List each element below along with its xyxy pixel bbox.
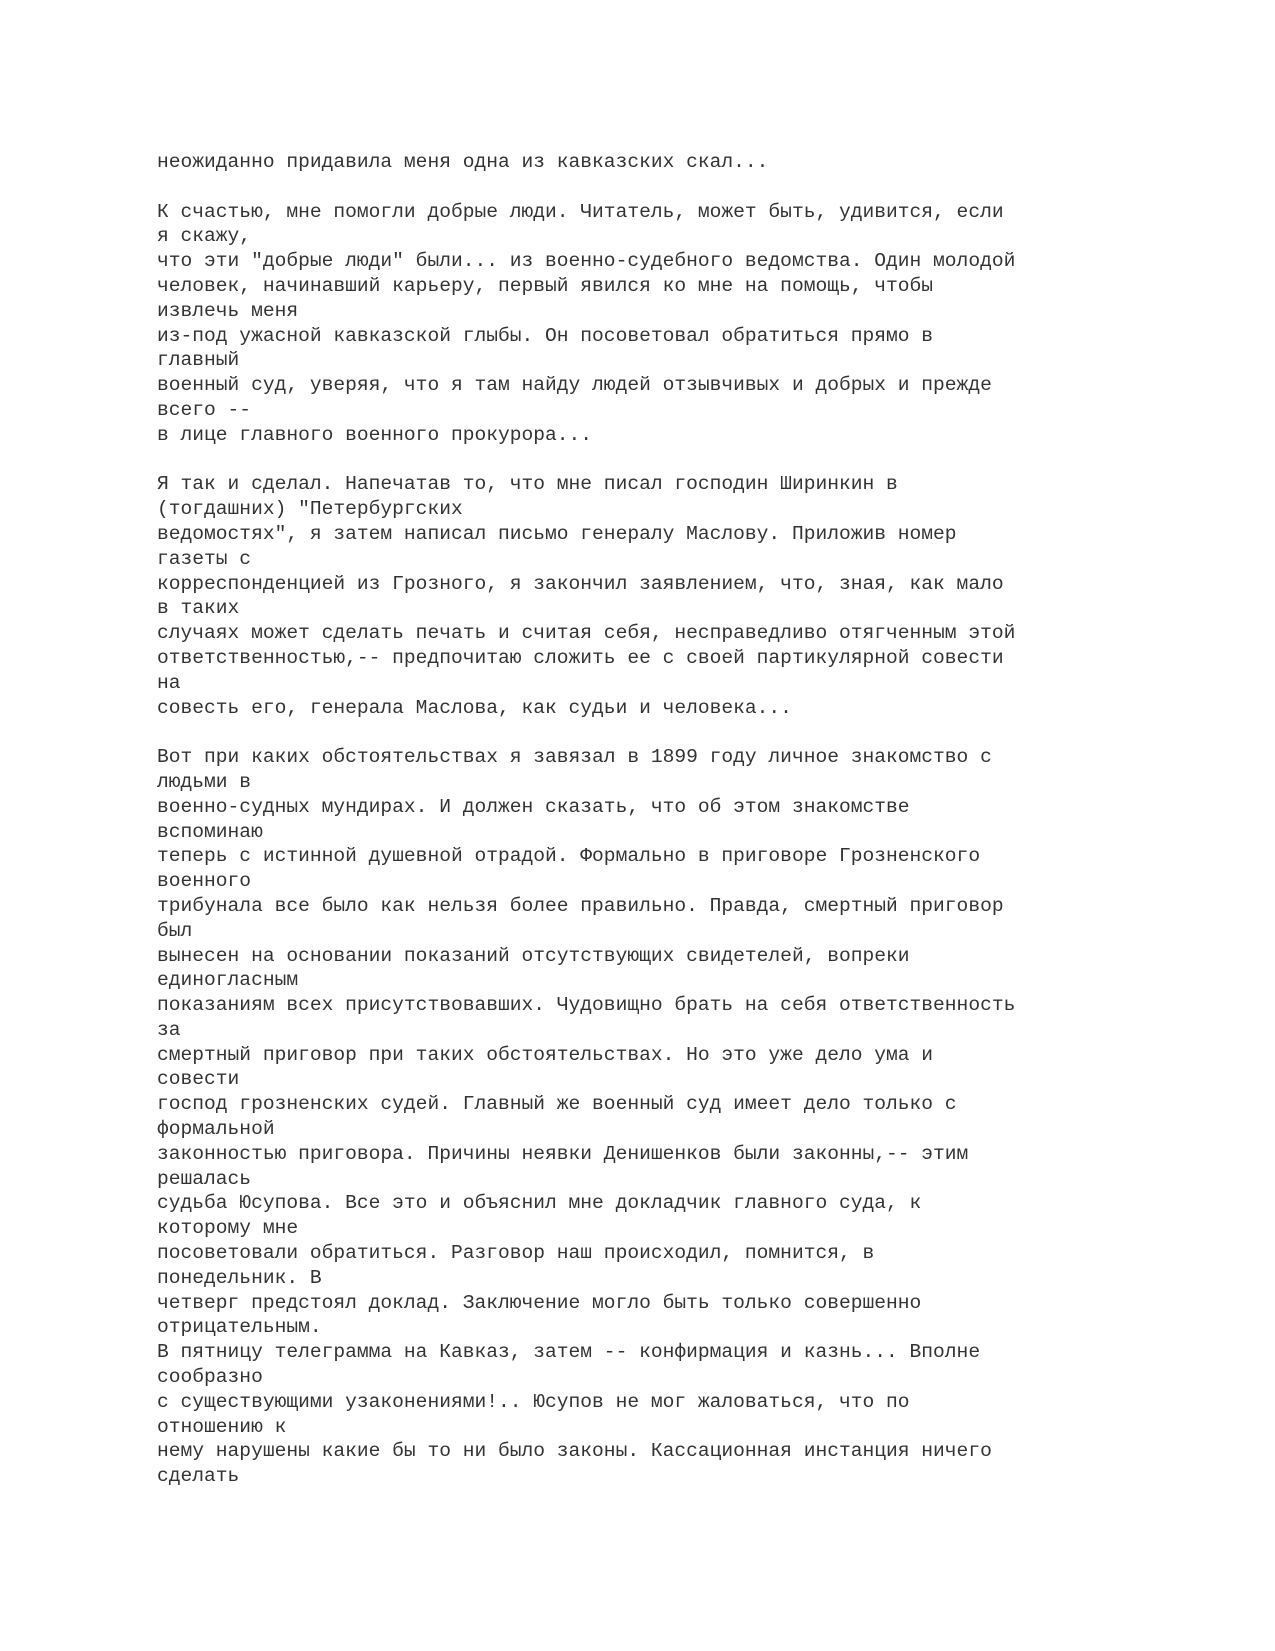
text-line: показаниям всех присутствовавших. Чудовищно брать на себя ответственность [157,994,1016,1017]
text-line: законностью приговора. Причины неявки Денишенков были законны,-- этим [157,1142,969,1165]
text-line: был [157,919,193,942]
text-line: единогласным [157,969,299,992]
text-line: в таких [157,597,240,620]
text-line: нему нарушены какие бы то ни было законы. Кассационная инстанция ничего [157,1440,992,1463]
text-line: формальной [157,1118,275,1141]
text-line: вспоминаю [157,820,263,843]
text-line: совести [157,1068,240,1091]
text-line: из-под ужасной кавказской глыбы. Он посоветовал обратиться прямо в [157,324,934,347]
text-line: главный [157,349,240,372]
text-line: решалась [157,1167,252,1190]
text-line: четверг предстоял доклад. Заключение могло быть только совершенно [157,1291,922,1314]
text-line: военного [157,870,252,893]
text-line: вынесен на основании показаний отсутствующих свидетелей, вопреки [157,944,910,967]
text-line [157,720,1157,745]
text-line: смертный приговор при таких обстоятельствах. Но это уже дело ума и [157,1043,934,1066]
text-line [157,448,1157,473]
text-line: газеты с [157,547,252,570]
text-line [157,175,1157,200]
text-line: ведомостях", я затем написал письмо генералу Маслову. Приложив номер [157,522,957,545]
text-line: Вот при каких обстоятельствах я завязал в 1899 году личное знакомство с [157,746,992,769]
text-line: судьба Юсупова. Все это и объяснил мне докладчик главного суда, к [157,1192,922,1215]
text-line: на [157,671,181,694]
text-line: Я так и сделал. Напечатав то, что мне писал господин Ширинкин в [157,473,898,496]
text-line: В пятницу телеграмма на Кавказ, затем -- конфирмация и казнь... Вполне [157,1341,981,1364]
text-line: извлечь меня [157,299,299,322]
document-body-text [157,150,1157,1489]
text-line: отрицательным. [157,1316,322,1339]
text-line: совесть его, генерала Маслова, как судьи и человека... [157,696,792,719]
text-line: за [157,1018,181,1041]
text-line: господ грозненских судей. Главный же военный суд имеет дело только с [157,1093,957,1116]
text-line: всего -- [157,398,252,421]
text-line: сделать [157,1465,240,1488]
text-line: теперь с истинной душевной отрадой. Формально в приговоре Грозненского [157,845,981,868]
text-line: (тогдашних) "Петербургских [157,498,463,521]
text-line: что эти "добрые люди" были... из военно-судебного ведомства. Один молодой [157,250,1016,273]
text-line: отношению к [157,1415,287,1438]
text-line: человек, начинавший карьеру, первый явился ко мне на помощь, чтобы [157,274,934,297]
text-line: случаях может сделать печать и считая себя, несправедливо отягченным этой [157,622,1016,645]
text-line: я скажу, [157,225,252,248]
text-line: корреспонденцией из Грозного, я закончил заявлением, что, зная, как мало [157,572,1004,595]
text-line: ответственностью,-- предпочитаю сложить ее с своей партикулярной совести [157,646,1004,669]
text-line: посоветовали обратиться. Разговор наш происходил, помнится, в [157,1242,875,1265]
text-line: понедельник. В [157,1266,322,1289]
text-line: которому мне [157,1217,299,1240]
text-line: трибунала все было как нельзя более правильно. Правда, смертный приговор [157,894,1004,917]
text-line: людьми в [157,770,252,793]
text-line: военный суд, уверяя, что я там найду людей отзывчивых и добрых и прежде [157,374,992,397]
text-line: неожиданно придавила меня одна из кавказских скал... [157,151,769,173]
text-line: военно-судных мундирах. И должен сказать, что об этом знакомстве [157,795,910,818]
text-line: сообразно [157,1366,263,1389]
text-line: с существующими узаконениями!.. Юсупов не мог жаловаться, что по [157,1390,910,1413]
text-line: в лице главного военного прокурора... [157,423,593,446]
text-line: К счастью, мне помогли добрые люди. Читатель, может быть, удивится, если [157,200,1004,223]
